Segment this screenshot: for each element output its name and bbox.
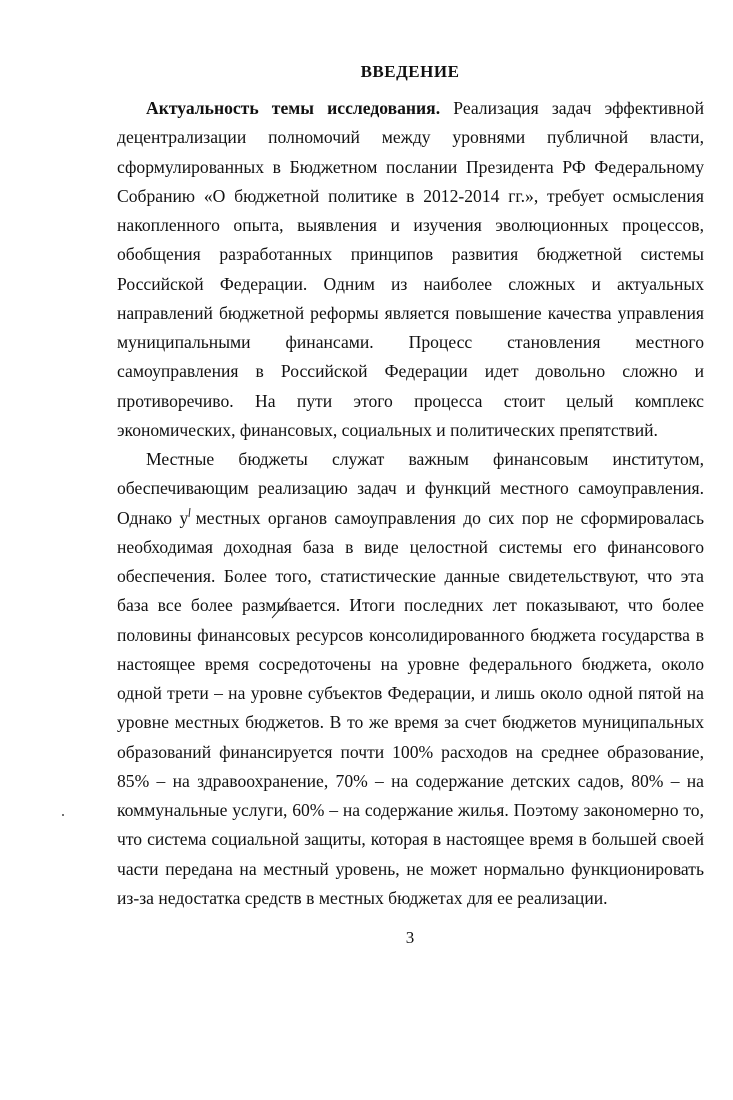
section-heading: ВВЕДЕНИЕ xyxy=(360,62,460,81)
paragraph-line: база все более размывается. Итоги последних лет показывают, что более xyxy=(117,595,704,616)
body-text xyxy=(117,94,704,913)
scan-speck xyxy=(60,812,66,818)
paragraph-line: из-за недостатка средств в местных бюджетах для ее реализации. xyxy=(117,887,608,908)
page-number: 3 xyxy=(405,928,415,947)
paragraph-line: обеспечения. Более того, статистические данные свидетельствуют, что эта xyxy=(117,566,704,586)
paragraph-line-text: Реализация задач эффективной xyxy=(440,98,704,118)
paragraph-line: самоуправления в Российской Федерации идет довольно сложно и xyxy=(117,361,704,382)
paragraph-line: уровне местных бюджетов. В то же время за счет бюджетов муниципальных xyxy=(117,712,704,733)
paragraph-line: Местные бюджеты служат важным финансовым институтом, xyxy=(146,449,704,469)
paragraph-line: муниципальными финансами. Процесс становления местного xyxy=(117,332,704,352)
paragraph-line: Российской Федерации. Одним из наиболее сложных и актуальных xyxy=(117,273,704,294)
paragraph-relevance xyxy=(117,94,704,445)
paragraph-line: настоящее время сосредоточены на уровне федерального бюджета, около xyxy=(117,653,704,674)
paragraph-line: образований финансируется почти 100% расходов на среднее образование, xyxy=(117,741,704,762)
paragraph-line: обеспечивающим реализацию задач и функций местного самоуправления. xyxy=(117,478,704,499)
paragraph-line: накопленного опыта, выявления и изучения эволюционных процессов, xyxy=(117,215,704,235)
paragraph-line: половины финансовых ресурсов консолидированного бюджета государства в xyxy=(117,624,704,645)
paragraph-line: направлений бюджетной реформы является повышение качества управления xyxy=(117,302,704,323)
paragraph-line: одной трети – на уровне субъектов Федерации, и лишь около одной пятой на xyxy=(117,683,704,703)
paragraph-line: децентрализации полномочий между уровнями публичной власти, xyxy=(117,127,704,148)
paragraph-line: Собранию «О бюджетной политике в 2012-2014 гг.», требует осмысления xyxy=(117,185,704,206)
paragraph-line: части передана на местный уровень, не может нормально функционировать xyxy=(117,858,704,879)
paragraph-line: коммунальные услуги, 60% – на содержание жилья. Поэтому закономерно то, xyxy=(117,800,704,820)
paragraph-line: противоречиво. На пути этого процесса стоит целый комплекс xyxy=(117,390,704,411)
paragraph-local-budgets xyxy=(117,445,704,913)
paragraph-line: Однако у местных органов самоуправления до сих пор не сформировалась xyxy=(117,507,704,528)
paragraph-line: что система социальной защиты, которая в настоящее время в большей своей xyxy=(117,829,704,850)
paragraph-line: сформулированных в Бюджетном послании Президента РФ Федеральному xyxy=(117,156,704,177)
paragraph-line: обобщения разработанных принципов развития бюджетной системы xyxy=(117,244,704,265)
paragraph-lead: Актуальность темы исследования. xyxy=(146,98,441,118)
paragraph-line xyxy=(117,94,704,123)
paragraph-line: необходимая доходная база в виде целостной системы его финансового xyxy=(117,536,704,557)
paragraph-line: экономических, финансовых, социальных и политических препятствий. xyxy=(117,419,658,440)
paragraph-line: 85% – на здравоохранение, 70% – на содержание детских садов, 80% – на xyxy=(117,770,704,791)
